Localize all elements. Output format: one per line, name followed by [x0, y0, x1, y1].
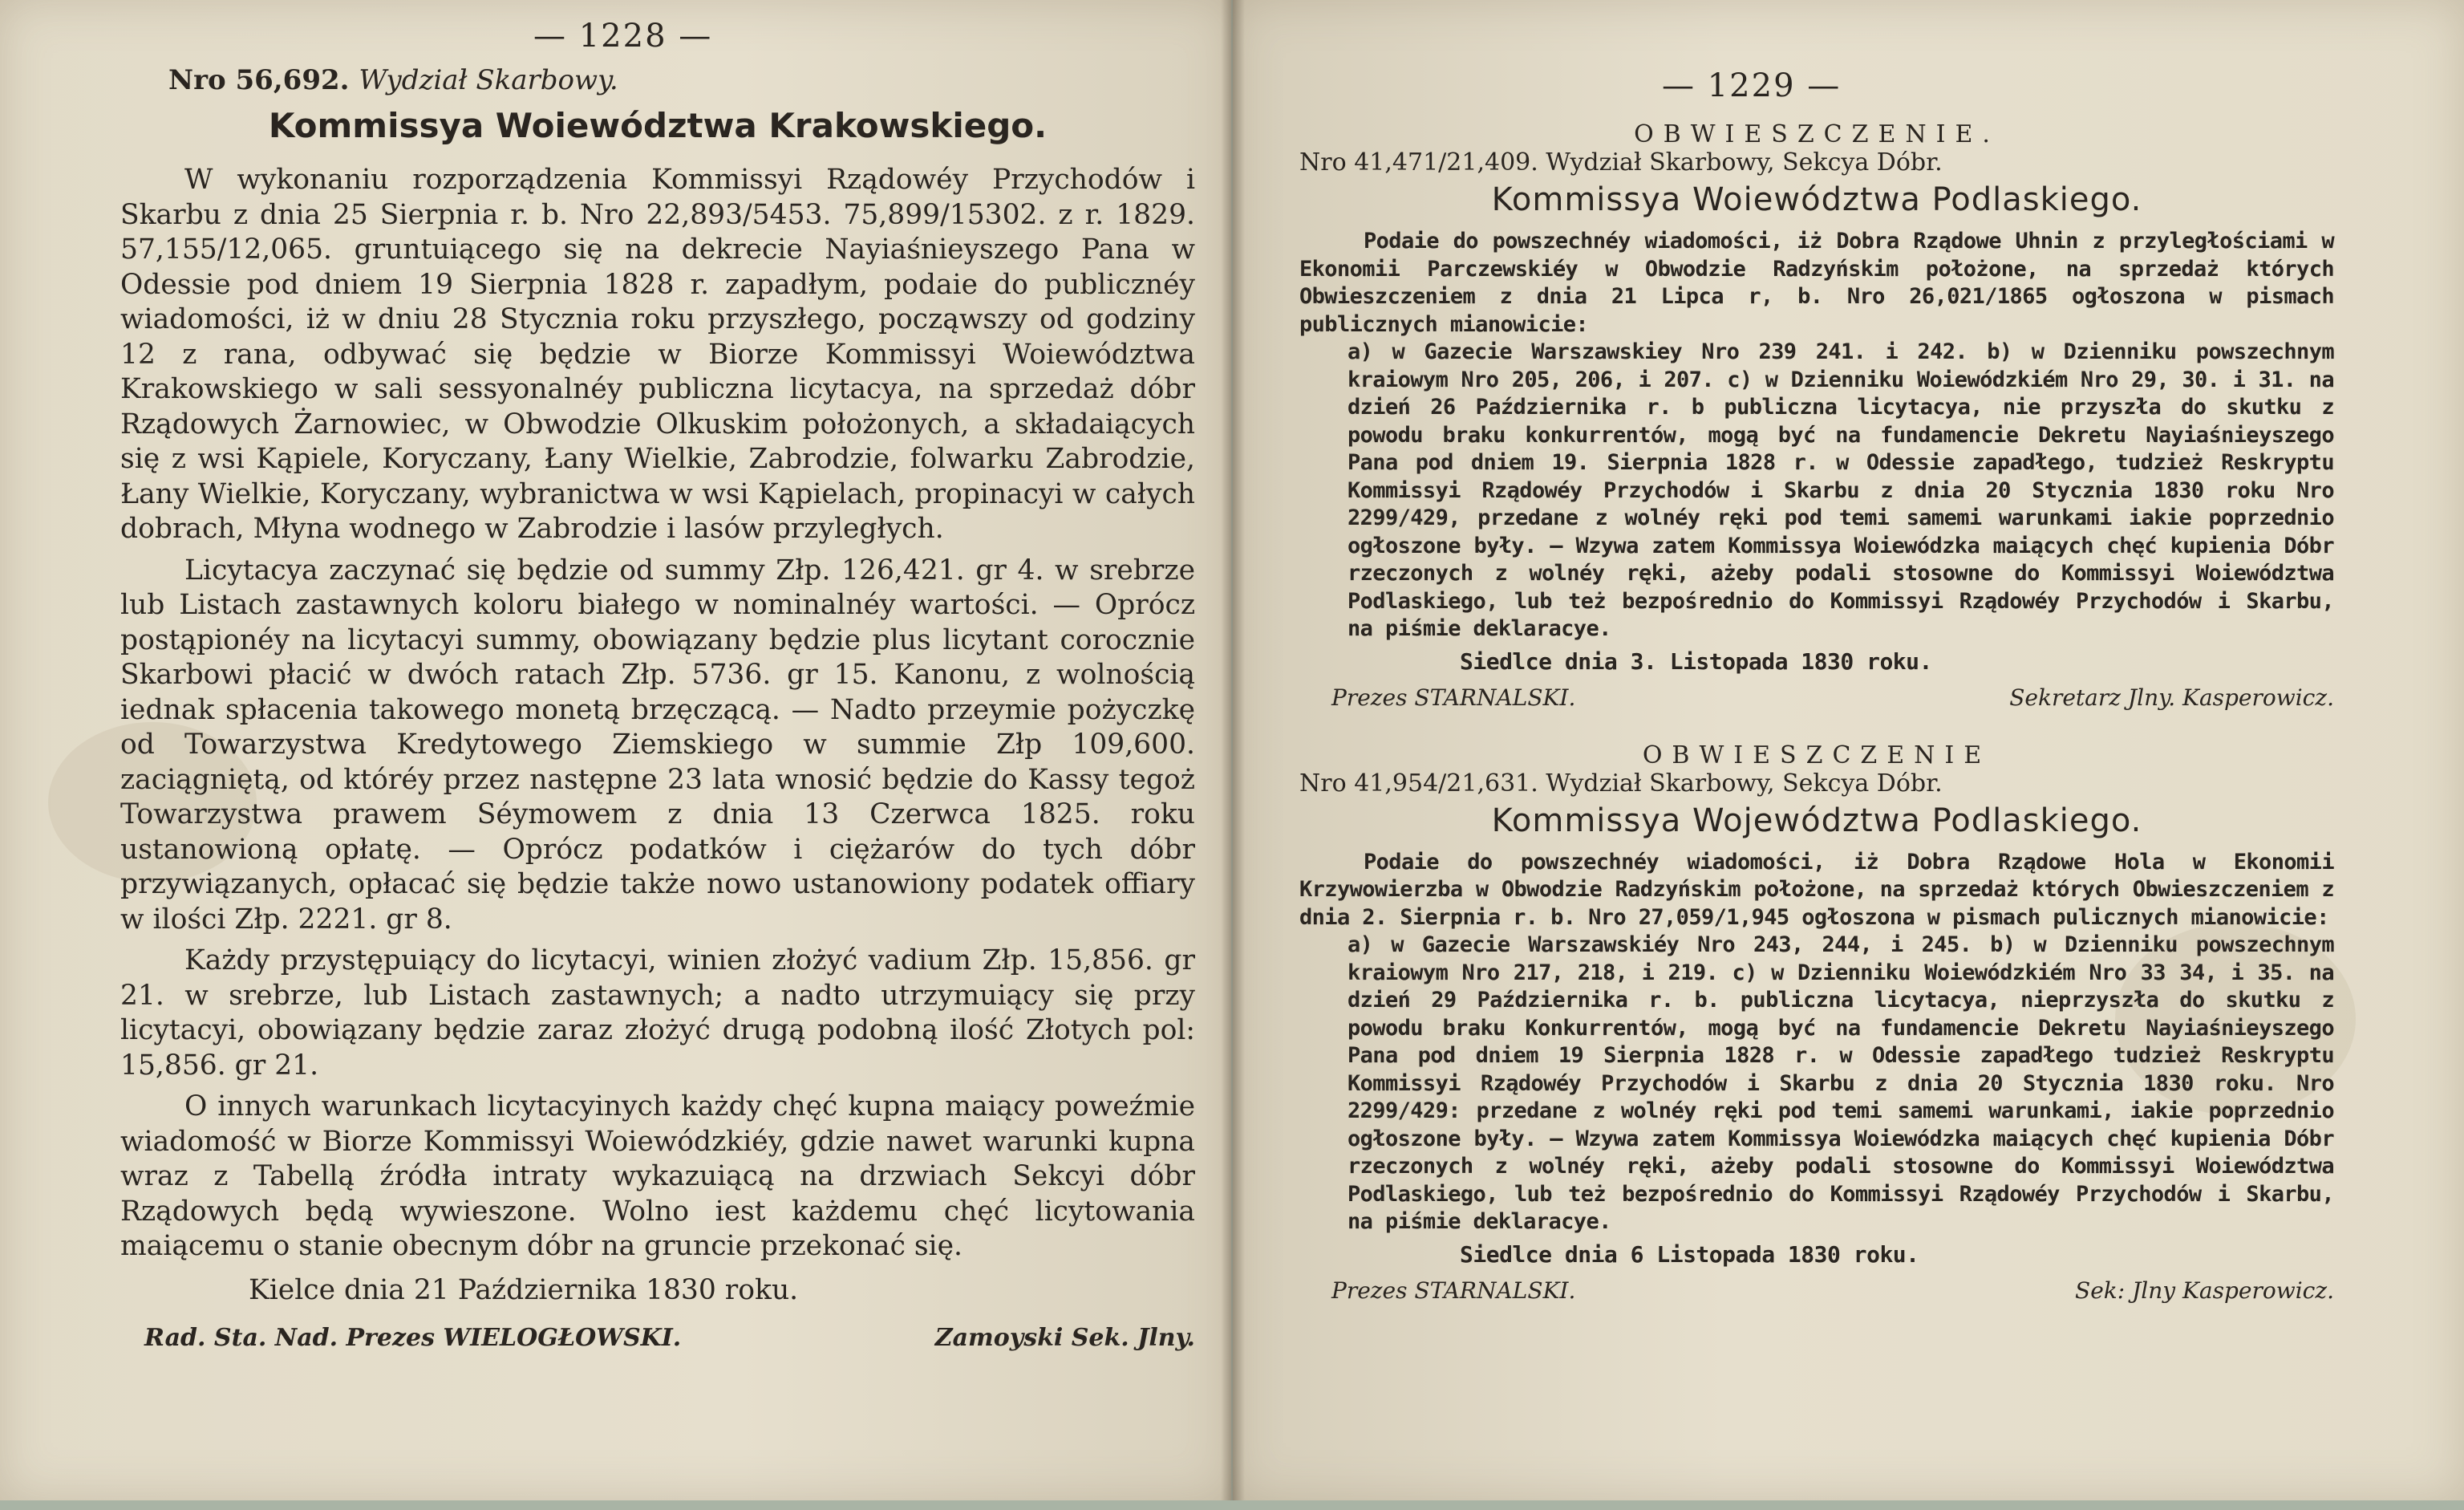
- signature-president: Prezes STARNALSKI.: [1331, 1277, 1576, 1304]
- signature-row: [1331, 1277, 2334, 1304]
- notice-body: a) w Gazecie Warszawskiey Nro 239 241. i 242. b) w Dzienniku powszechnym kraiowym Nro 205, 206, i 207. c) w Dzienniku Woiewódzkiém Nro 29, 30. i 31. na dzień 26 Października r. b publiczna licytacya, nie przyszła do skutku z powodu braku konkurrentów, mogą być na fundamencie Dekretu Nayiaśnieyszego Pana pod dniem 19. Sierpnia 1828 r. w Odessie zapadłego, tudzież Reskryptu Kommissyi Rządowéy Przychodów i Skarbu z dnia 20 Stycznia 1830 roku Nro 2299/429, przedane z wolnéy ręki pod temi samemi warunkami iakie poprzednio ogłoszone były. — Wzywa zatem Kommissya Woiewódzka maiących chęć kupienia Dóbr rzeczonych z wolnéy ręki, ażeby podali stosowne do Kommissyi Woiewództwa Podlaskiego, lub też bezpośrednio do Kommissyi Rządowéy Przychodów i Skarbu, na piśmie deklaracye.: [1348, 339, 2334, 641]
- right-column: [1299, 120, 2334, 1304]
- notice-2: [1299, 741, 2334, 1304]
- signature-secretary: Sek: Jlny Kasperowicz.: [2075, 1277, 2334, 1304]
- paragraph-1: W wykonaniu rozporządzenia Kommissyi Rządowéy Przychodów i Skarbu z dnia 25 Sierpnia r. b. Nro 22,893/5453. 75,899/15302. z r. 1829. 57,155/12,065. gruntuiącego się na dekrecie Nayiaśnieyszego Pana w Odessie pod dniem 19 Sierpnia 1828 r. zapadłym, podaie do publicznéy wiadomości, iż w dniu 28 Stycznia roku przyszłego, począwszy od godziny 12 z rana, odbywać się będzie w Biorze Kommissyi Woiewództwa Krakowskiego w sali sessyonalnéy publiczna licytacya, na sprzedaż dóbr Rządowych Żarnowiec, w Obwodzie Olkuskim położonych, a składaiących się z wsi Kąpiele, Koryczany, Łany Wielkie, Zabrodzie, folwarku Zabrodzie, Łany Wielkie, Koryczany, wybranictwa w wsi Kąpielach, propinacyi w całych dobrach, Młyna wodnego w Zabrodzie i lasów przyległych.: [120, 164, 1195, 545]
- place-date: Siedlce dnia 3. Listopada 1830 roku.: [1460, 647, 1932, 675]
- place-date: Siedlce dnia 6 Listopada 1830 roku.: [1460, 1240, 1919, 1268]
- book-gutter: [1221, 0, 1245, 1500]
- page-number-left: — 1228 —: [533, 18, 713, 55]
- left-page: [0, 0, 1231, 1500]
- signature-secretary: Sekretarz Jlny. Kasperowicz.: [2009, 684, 2334, 711]
- notice-dateline: Nro 41,471/21,409. Wydział Skarbowy, Sekcya Dóbr.: [1299, 148, 1943, 177]
- signature-row: [1331, 684, 2334, 711]
- dateline-department: Wydział Skarbowy.: [359, 64, 618, 96]
- notice-heading: Kommissya Województwa Podlaskiego.: [1491, 802, 2142, 839]
- notice-intro: Podaie do powszechnéy wiadomości, iż Dobra Rządowe Hola w Ekonomii Krzywowierzba w Obwodzie Radzyńskim położone, na sprzedaż których Obwieszczeniem z dnia 2. Sierpnia r. b. Nro 27,059/1,945 ogłoszona w pismach pulicznych mianowicie:: [1299, 849, 2334, 930]
- signature-president: Prezes STARNALSKI.: [1331, 684, 1576, 711]
- notice-heading: Kommissya Woiewództwa Krakowskiego.: [268, 106, 1048, 145]
- left-column: [120, 64, 1195, 1352]
- page-number-right: — 1229 —: [1662, 67, 1842, 104]
- notice-title: OBWIESZCZENIE: [1642, 741, 1992, 769]
- paragraph-3: Każdy przystępuiący do licytacyi, winien złożyć vadium Złp. 15,856. gr 21. w srebrze, lub Listach zastawnych; a nadto utrzymuiący się przy licytacyi, obowiązany będzie zaraz złożyć drugą podobną ilość Złotych pol: 15,856. gr 21.: [120, 944, 1195, 1082]
- notice-dateline: Nro 41,954/21,631. Wydział Skarbowy, Sekcya Dóbr.: [1299, 769, 1943, 798]
- paragraph-4: O innych warunkach licytacyinych każdy chęć kupna maiący poweźmie wiadomość w Biorze Kommissyi Woiewódzkiéy, gdzie nawet warunki kupna wraz z Tabellą źródła intraty wykazuiącą na drzwiach Sekcyi dóbr Rządowych będą wywieszone. Wolno iest każdemu chęć licytowania maiącemu o stanie obecnym dóbr na gruncie przekonać się.: [120, 1090, 1195, 1262]
- notice-intro: Podaie do powszechnéy wiadomości, iż Dobra Rządowe Uhnin z przyległościami w Ekonomii Parczewskiéy w Obwodzie Radzyńskim położone, na sprzedaż których Obwieszczeniem z dnia 21 Lipca r, b. Nro 26,021/1865 ogłoszona w pismach publicznych mianowicie:: [1299, 229, 2334, 337]
- signature-secretary: Zamoyski Sek. Jlny.: [934, 1323, 1195, 1352]
- background-edge: [0, 1500, 2464, 1510]
- notice-title: OBWIESZCZENIE.: [1634, 120, 2000, 148]
- paragraph-2: Licytacya zaczynać się będzie od summy Złp. 126,421. gr 4. w srebrze lub Listach zastawnych koloru białego w nominalnéy wartości. — Oprócz postąpionéy na licytacyi summy, obowiązany będzie plus licytant corocznie Skarbowi płacić w dwóch ratach Złp. 5736. gr 15. Kanonu, z wolnością iednak spłacenia takowego monetą brzęczącą. — Nadto przeymie pożyczkę od Towarzystwa Kredytowego Ziemskiego w summie Złp 109,600. zaciągniętą, od któréy przez następne 23 lata wnosić będzie do Kassy tegoż Towarzystwa prawem Séymowem z dnia 13 Czerwca 1825. roku ustanowioną opłatę. — Oprócz podatków i ciężarów do tych dóbr przywiązanych, opłacać się będzie także nowo ustanowiony podatek offiary w ilości Złp. 2221. gr 8.: [120, 554, 1195, 936]
- notice-1: [1299, 120, 2334, 711]
- notice-body: a) w Gazecie Warszawskiéy Nro 243, 244, i 245. b) w Dzienniku powszechnym kraiowym Nro 217, 218, i 219. c) w Dzienniku Woiewódzkiém Nro 33 34, i 35. na dzień 29 Października r. b. publiczna licytacya, nieprzyszła do skutku z powodu braku Konkurrentów, mogą być na fundamencie Dekretu Nayiaśnieyszego Pana pod dniem 19 Sierpnia 1828 r. w Odessie zapadłego tudzież Reskryptu Kommissyi Rządowéy Przychodów i Skarbu z dnia 20 Stycznia 1830 roku. Nro 2299/429: przedane z wolnéy ręki pod temi samemi warunkami, iakie poprzednio ogłoszone były. — Wzywa zatem Kommissya Woiewódzka maiących chęć kupienia Dóbr rzeczonych z wolnéy ręki, ażeby podali stosowne do Kommissyi Woiewództwa Podlaskiego, lub też bezpośrednio do Kommissyi Rządowéy Przychodów i Skarbu, na piśmie deklaracye.: [1348, 932, 2334, 1234]
- dateline-number: Nro 56,692.: [168, 64, 350, 96]
- place-date: Kielce dnia 21 Października 1830 roku.: [249, 1273, 799, 1306]
- signature-president: Rad. Sta. Nad. Prezes WIELOGŁOWSKI.: [144, 1323, 682, 1352]
- signature-row: [144, 1324, 1195, 1352]
- dateline: [168, 64, 1195, 96]
- notice-heading: Kommissya Woiewództwa Podlaskiego.: [1491, 181, 2142, 218]
